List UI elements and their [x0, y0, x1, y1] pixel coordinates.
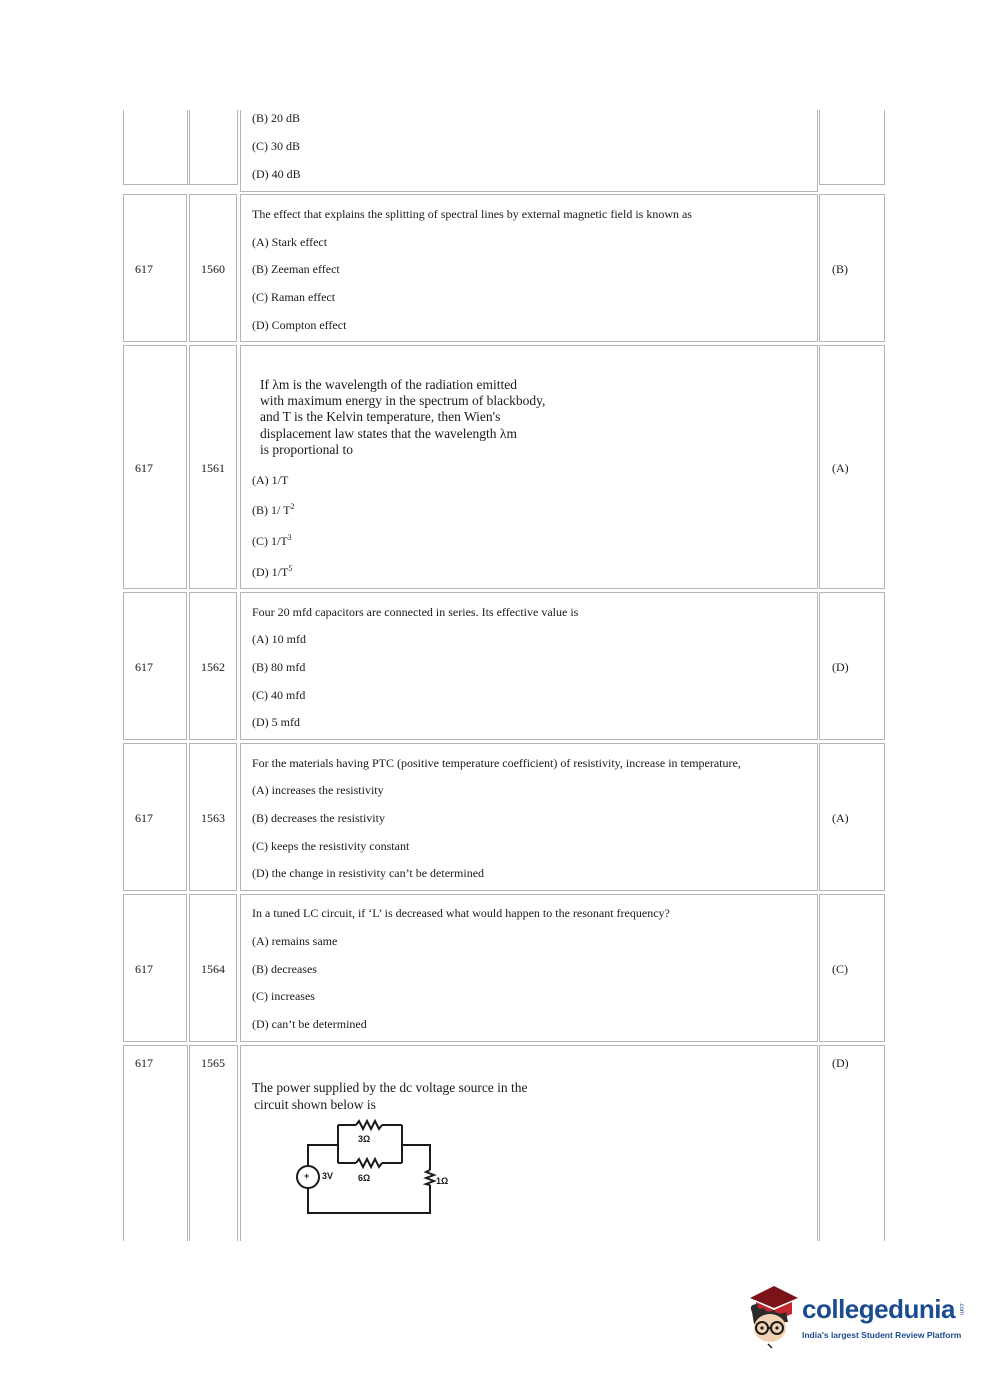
- option-c: (C) 40 mfd: [252, 688, 306, 702]
- answer-key: (C): [832, 962, 848, 976]
- grid-line: [819, 1045, 820, 1241]
- subject-code: 617: [135, 962, 153, 976]
- question-line: circuit shown below is: [254, 1097, 376, 1112]
- label-r2: 6Ω: [358, 1173, 371, 1183]
- wire: [308, 1185, 430, 1213]
- grid-line: [884, 110, 885, 185]
- grid-line: [240, 110, 241, 192]
- grid-line: [187, 1045, 188, 1241]
- label-r3: 1Ω: [436, 1176, 449, 1186]
- grid-line: [189, 1045, 237, 1046]
- code-cell: [123, 194, 187, 342]
- option-c: (C) 30 dB: [252, 139, 300, 153]
- resistor-1-ohm: [426, 1170, 434, 1185]
- option-a: (A) 1/T: [252, 473, 289, 487]
- option-a: (A) remains same: [252, 934, 338, 948]
- option-a: (A) 10 mfd: [252, 632, 306, 646]
- grid-line: [817, 1045, 818, 1241]
- grid-line: [123, 1045, 187, 1046]
- grid-line: [189, 110, 190, 185]
- code-cell: [123, 743, 187, 891]
- option-b: (B) decreases: [252, 962, 317, 976]
- answer-key: (A): [832, 461, 849, 475]
- grid-line: [819, 1045, 885, 1046]
- option-c: (C) Raman effect: [252, 290, 336, 304]
- label-r1: 3Ω: [358, 1134, 371, 1144]
- grid-line: [819, 110, 820, 185]
- resistor-3-ohm: [356, 1121, 382, 1129]
- option-b: (B) Zeeman effect: [252, 262, 340, 276]
- question-line: displacement law states that the wavelength λm: [260, 426, 517, 441]
- grid-line: [123, 1045, 124, 1241]
- option-c: (C) $1/T^3$: [252, 533, 292, 548]
- option-d: (D) Compton effect: [252, 318, 347, 332]
- circuit-diagram: [290, 1115, 470, 1220]
- grid-line: [240, 191, 818, 192]
- grid-line: [123, 184, 238, 185]
- option-d: (D) the change in resistivity can’t be determined: [252, 866, 485, 880]
- option-d: (D) $1/T^5$: [252, 564, 293, 579]
- brand-suffix: .com: [958, 1302, 964, 1316]
- grid-line: [884, 1045, 885, 1241]
- wire: [402, 1145, 430, 1170]
- grid-line: [819, 184, 885, 185]
- option-c: (C) increases: [252, 989, 315, 1003]
- grid-line: [189, 1045, 190, 1241]
- subject-code: 617: [135, 1056, 153, 1070]
- answer-key: (D): [832, 1056, 849, 1070]
- question-number: 1565: [201, 1056, 225, 1070]
- option-d: (D) 40 dB: [252, 167, 301, 181]
- brand-tagline: India's largest Student Review Platform: [802, 1330, 962, 1340]
- question-line: with maximum energy in the spectrum of blackbody,: [260, 393, 546, 408]
- subject-code: 617: [135, 262, 153, 276]
- question-text: In a tuned LC circuit, if ‘L’ is decreased what would happen to the resonant frequency?: [252, 906, 670, 920]
- question-number: 1562: [201, 660, 225, 674]
- answer-key: (A): [832, 811, 849, 825]
- subject-code: 617: [135, 660, 153, 674]
- option-d: (D) 5 mfd: [252, 715, 300, 729]
- answer-key: (B): [832, 262, 848, 276]
- answer-key: (D): [832, 660, 849, 674]
- answer-cell: [819, 592, 885, 740]
- option-a: (A) Stark effect: [252, 235, 328, 249]
- brand-name: collegedunia: [802, 1294, 955, 1324]
- grid-line: [123, 110, 124, 185]
- collegedunia-logo[interactable]: [742, 1282, 972, 1352]
- option-b: (B) 80 mfd: [252, 660, 306, 674]
- question-line: The power supplied by the dc voltage source in the: [252, 1080, 528, 1095]
- answer-cell: [819, 894, 885, 1042]
- code-cell: [123, 592, 187, 740]
- question-line: If λm is the wavelength of the radiation emitted: [260, 377, 517, 392]
- question-number: 1563: [201, 811, 225, 825]
- option-b: (B) 20 dB: [252, 111, 300, 125]
- option-a: (A) increases the resistivity: [252, 783, 384, 797]
- label-source: 3V: [322, 1171, 334, 1181]
- question-number: 1564: [201, 962, 225, 976]
- wire: [308, 1145, 338, 1165]
- question-text: For the materials having PTC (positive temperature coefficient) of resistivity, increase in temperature,: [252, 756, 741, 770]
- answer-cell: [819, 194, 885, 342]
- question-line: and T is the Kelvin temperature, then Wien's: [260, 409, 501, 424]
- mascot-icon: [742, 1282, 802, 1352]
- resistor-6-ohm: [356, 1159, 382, 1167]
- code-cell: [123, 894, 187, 1042]
- question-number: 1560: [201, 262, 225, 276]
- option-d: (D) can’t be determined: [252, 1017, 367, 1031]
- question-line: is proportional to: [260, 442, 353, 457]
- grid-line: [237, 1045, 238, 1241]
- label-plus: +: [304, 1171, 310, 1181]
- answer-cell: [819, 345, 885, 589]
- code-cell: [123, 345, 187, 589]
- grid-line: [240, 1045, 818, 1046]
- grid-line: [187, 110, 188, 185]
- question-text: Four 20 mfd capacitors are connected in series. Its effective value is: [252, 605, 579, 619]
- grid-line: [240, 1045, 241, 1241]
- grid-line: [237, 110, 238, 185]
- answer-cell: [819, 743, 885, 891]
- option-c: (C) keeps the resistivity constant: [252, 839, 410, 853]
- subject-code: 617: [135, 461, 153, 475]
- subject-code: 617: [135, 811, 153, 825]
- question-number: 1561: [201, 461, 225, 475]
- grid-line: [817, 110, 818, 192]
- option-b: (B) decreases the resistivity: [252, 811, 385, 825]
- option-b: (B) 1/ $T^2$: [252, 502, 295, 517]
- question-text: The effect that explains the splitting of spectral lines by external magnetic field is known as: [252, 207, 692, 221]
